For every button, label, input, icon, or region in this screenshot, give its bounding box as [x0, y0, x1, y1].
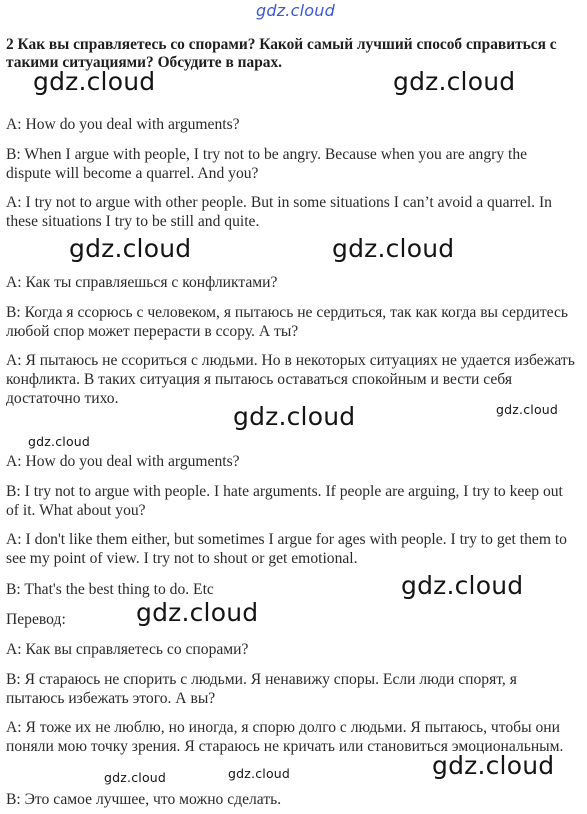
dialogue2-line-4: B: That's the best thing to do. Etc — [6, 581, 214, 598]
watermark: gdz.cloud — [28, 434, 91, 449]
dialogue1-line-2: B: When I argue with people, I try not to be angry. Because when you are angry the dispute will become a quarrel. And you? — [6, 146, 528, 182]
watermark: gdz.cloud — [233, 402, 356, 431]
dialogue2-line-2: B: I try not to argue with people. I hate arguments. If people are arguing, I try to keep out of it. What about you? — [6, 483, 563, 519]
watermark: gdz.cloud — [69, 234, 192, 263]
translation2-line-2: B: Я стараюсь не спорить с людьми. Я ненавижу споры. Если люди спорят, я пытаюсь избежать этого. А вы? — [6, 671, 517, 707]
translation1-line-3: A: Я пытаюсь не ссориться с людьми. Но в некоторых ситуациях не удается избежать конфликта. В таких ситуация я пытаюсь оставаться спокойным и вести себя достаточно тихо. — [6, 352, 575, 407]
translation2-line-4: B: Это самое лучшее, что можно сделать. — [6, 791, 282, 808]
header-watermark: gdz.cloud — [256, 1, 335, 20]
dialogue1-line-3: A: I try not to argue with other people. But in some situations I can’t avoid a quarrel. In these situations I try to be still and quite. — [6, 194, 552, 230]
translation1-line-2: B: Когда я ссорюсь с человеком, я пытаюсь не сердиться, так как когда вы сердитесь любой спор может перерасти в ссору. А ты? — [6, 304, 568, 340]
watermark: gdz.cloud — [228, 766, 291, 781]
translation1-line-1: A: Как ты справляешься с конфликтами? — [6, 274, 278, 291]
watermark: gdz.cloud — [332, 234, 455, 263]
translation2-line-3: A: Я тоже их не люблю, но иногда, я спорю долго с людьми. Я пытаюсь, чтобы они поняли мою точку зрения. Я стараюсь не кричать или становиться эмоциональным. — [6, 719, 564, 755]
translation-label: Перевод: — [6, 611, 66, 628]
watermark: gdz.cloud — [432, 751, 555, 780]
dialogue2-line-3: A: I don't like them either, but sometimes I argue for ages with people. I try to get them to see my point of view. I try not to shout or get emotional. — [6, 531, 567, 567]
dialogue1-line-1: A: How do you deal with arguments? — [6, 116, 240, 133]
watermark: gdz.cloud — [104, 770, 167, 785]
watermark: gdz.cloud — [496, 402, 559, 417]
watermark: gdz.cloud — [136, 598, 259, 627]
task-heading: 2 Как вы справляетесь со спорами? Какой самый лучший способ справиться с такими ситуациями? Обсудите в парах. — [6, 36, 557, 71]
watermark: gdz.cloud — [33, 67, 156, 96]
watermark: gdz.cloud — [393, 67, 516, 96]
translation2-line-1: A: Как вы справляетесь со спорами? — [6, 641, 249, 658]
dialogue2-line-1: A: How do you deal with arguments? — [6, 453, 240, 470]
watermark: gdz.cloud — [401, 571, 524, 600]
